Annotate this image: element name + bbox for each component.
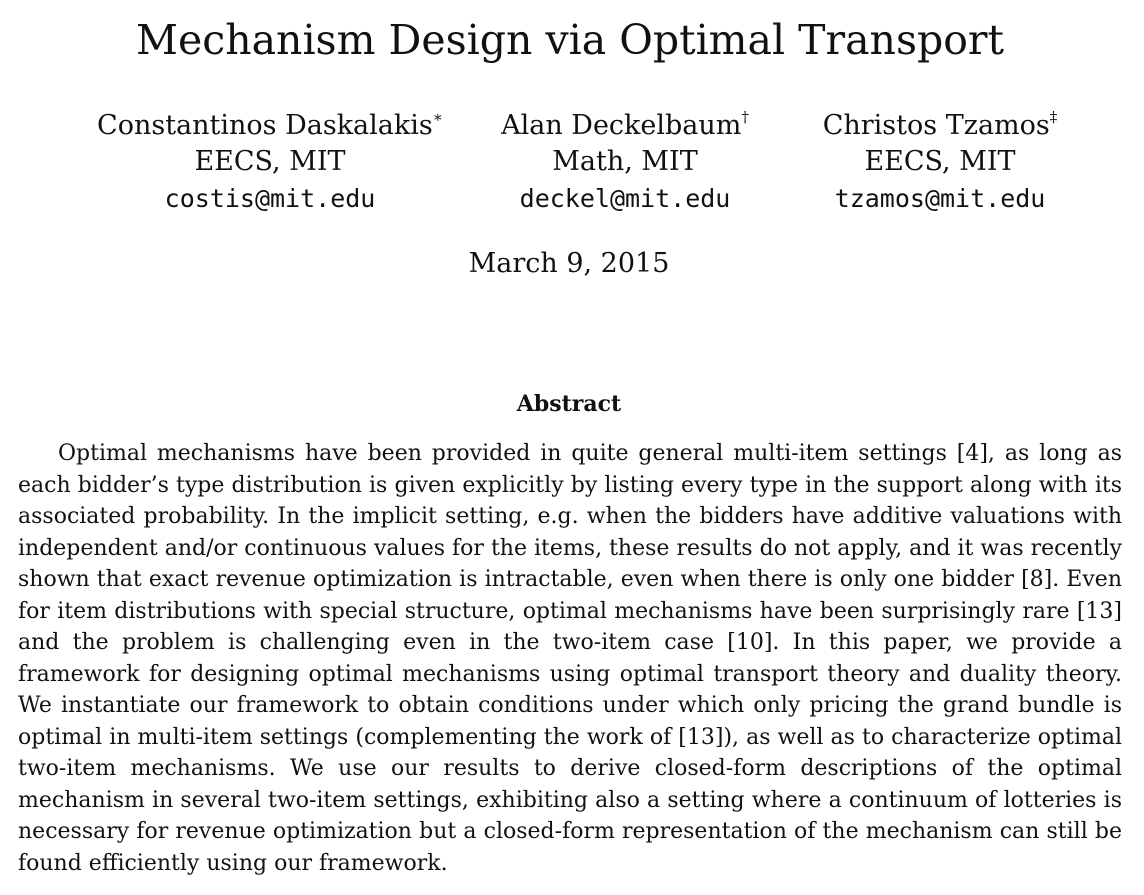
author-name-text: Alan Deckelbaum <box>501 110 742 141</box>
author-email: deckel@mit.edu <box>519 184 731 213</box>
abstract-heading: Abstract <box>516 391 622 417</box>
author-email: tzamos@mit.edu <box>834 184 1046 213</box>
author-name <box>60 108 480 144</box>
author-footnote-mark: ∗ <box>432 108 443 126</box>
author-footnote-mark: ‡ <box>1049 108 1058 126</box>
author-footnote-mark: † <box>741 108 749 126</box>
abstract-body: Optimal mechanisms have been provided in quite general multi-item settings [4], as long as each bidder’s type distribution is given explicitly by listing every type in the support along with its associated probability. In the implicit setting, e.g. when the bidders have additive valuations with independent and/or continuous values for the items, these results do not apply, and it was recently shown that exact revenue optimization is intractable, even when there is only one bidder [8]. Even for item distributions with special structure, optimal mechanisms have been surprisingly rare [13] and the problem is challenging even in the two-item case [10]. In this paper, we provide a framework for designing optimal mechanisms using optimal transport theory and duality theory. We instantiate our framework to obtain conditions under which only pricing the grand bundle is optimal in multi-item settings (complementing the work of [13]), as well as to characterize optimal two-item mechanisms. We use our results to derive closed-form descriptions of the optimal mechanism in several two-item settings, exhibiting also a setting where a continuum of lotteries is necessary for revenue optimization but a closed-form representation of the mechanism can still be found efficiently using our framework. <box>18 441 1122 876</box>
author-block-deckelbaum <box>470 108 780 218</box>
author-name <box>470 108 780 144</box>
paper-title: Mechanism Design via Optimal Transport <box>135 16 1004 64</box>
publication-date: March 9, 2015 <box>468 248 670 279</box>
author-name <box>800 108 1080 144</box>
author-affiliation: EECS, MIT <box>864 146 1016 177</box>
author-block-daskalakis <box>60 108 480 218</box>
author-name-text: Constantinos Daskalakis <box>97 110 433 141</box>
author-email: costis@mit.edu <box>164 184 376 213</box>
author-affiliation: EECS, MIT <box>194 146 346 177</box>
author-name-text: Christos Tzamos <box>822 110 1050 141</box>
author-block-tzamos <box>800 108 1080 218</box>
author-affiliation: Math, MIT <box>552 146 698 177</box>
